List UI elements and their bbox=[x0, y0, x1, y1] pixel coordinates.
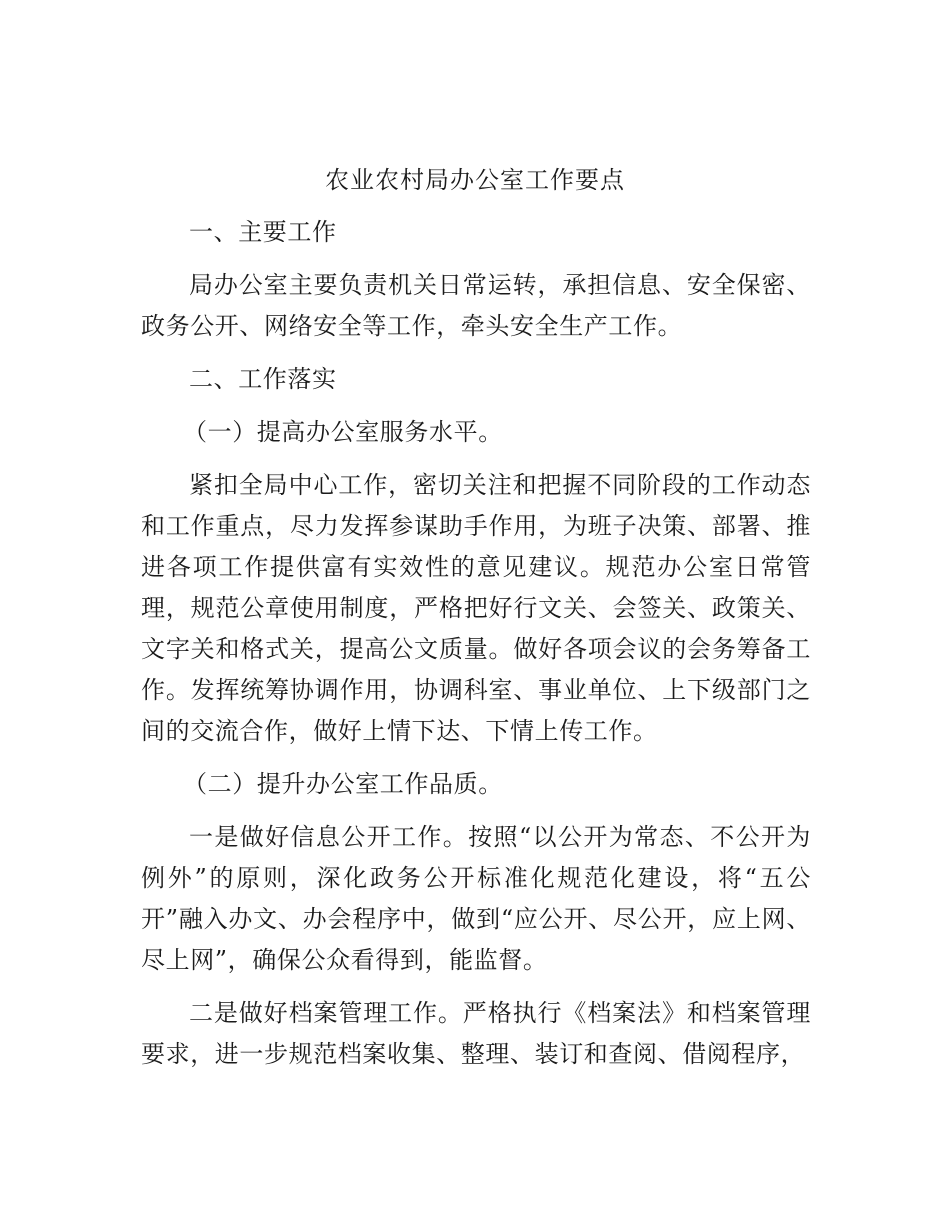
document-body bbox=[141, 212, 811, 1075]
paragraph-information-disclosure: 一是做好信息公开工作。按照“以公开为常态、不公开为例外”的原则，深化政务公开标准化规范化建设，将“五公开”融入办文、办会程序中，做到“应公开、尽公开，应上网、尽上网”，确保公众看得到，能监督。 bbox=[141, 823, 811, 974]
section-heading-main-work: 一、主要工作 bbox=[189, 218, 337, 246]
paragraph-service-level: 紧扣全局中心工作，密切关注和把握不同阶段的工作动态和工作重点，尽力发挥参谋助手作用，为班子决策、部署、推进各项工作提供富有实效性的意见建议。规范办公室日常管理，规范公章使用制度，严格把好行文关、会签关、政策关、文字关和格式关，提高公文质量。做好各项会议的会务筹备工作。发挥统筹协调作用，协调科室、事业单位、上下级部门之间的交流合作，做好上情下达、下情上传工作。 bbox=[141, 471, 811, 745]
paragraph-main-work: 局办公室主要负责机关日常运转，承担信息、安全保密、政务公开、网络安全等工作，牵头安全生产工作。 bbox=[141, 271, 811, 340]
subheading-work-quality: （二）提升办公室工作品质。 bbox=[183, 770, 503, 798]
section-heading-implementation: 二、工作落实 bbox=[189, 365, 337, 393]
subheading-service-level: （一）提高办公室服务水平。 bbox=[183, 418, 503, 446]
document-title: 农业农村局办公室工作要点 bbox=[325, 166, 625, 194]
paragraph-archive-management: 二是做好档案管理工作。严格执行《档案法》和档案管理要求，进一步规范档案收集、整理、装订和查阅、借阅程序， bbox=[141, 999, 811, 1068]
